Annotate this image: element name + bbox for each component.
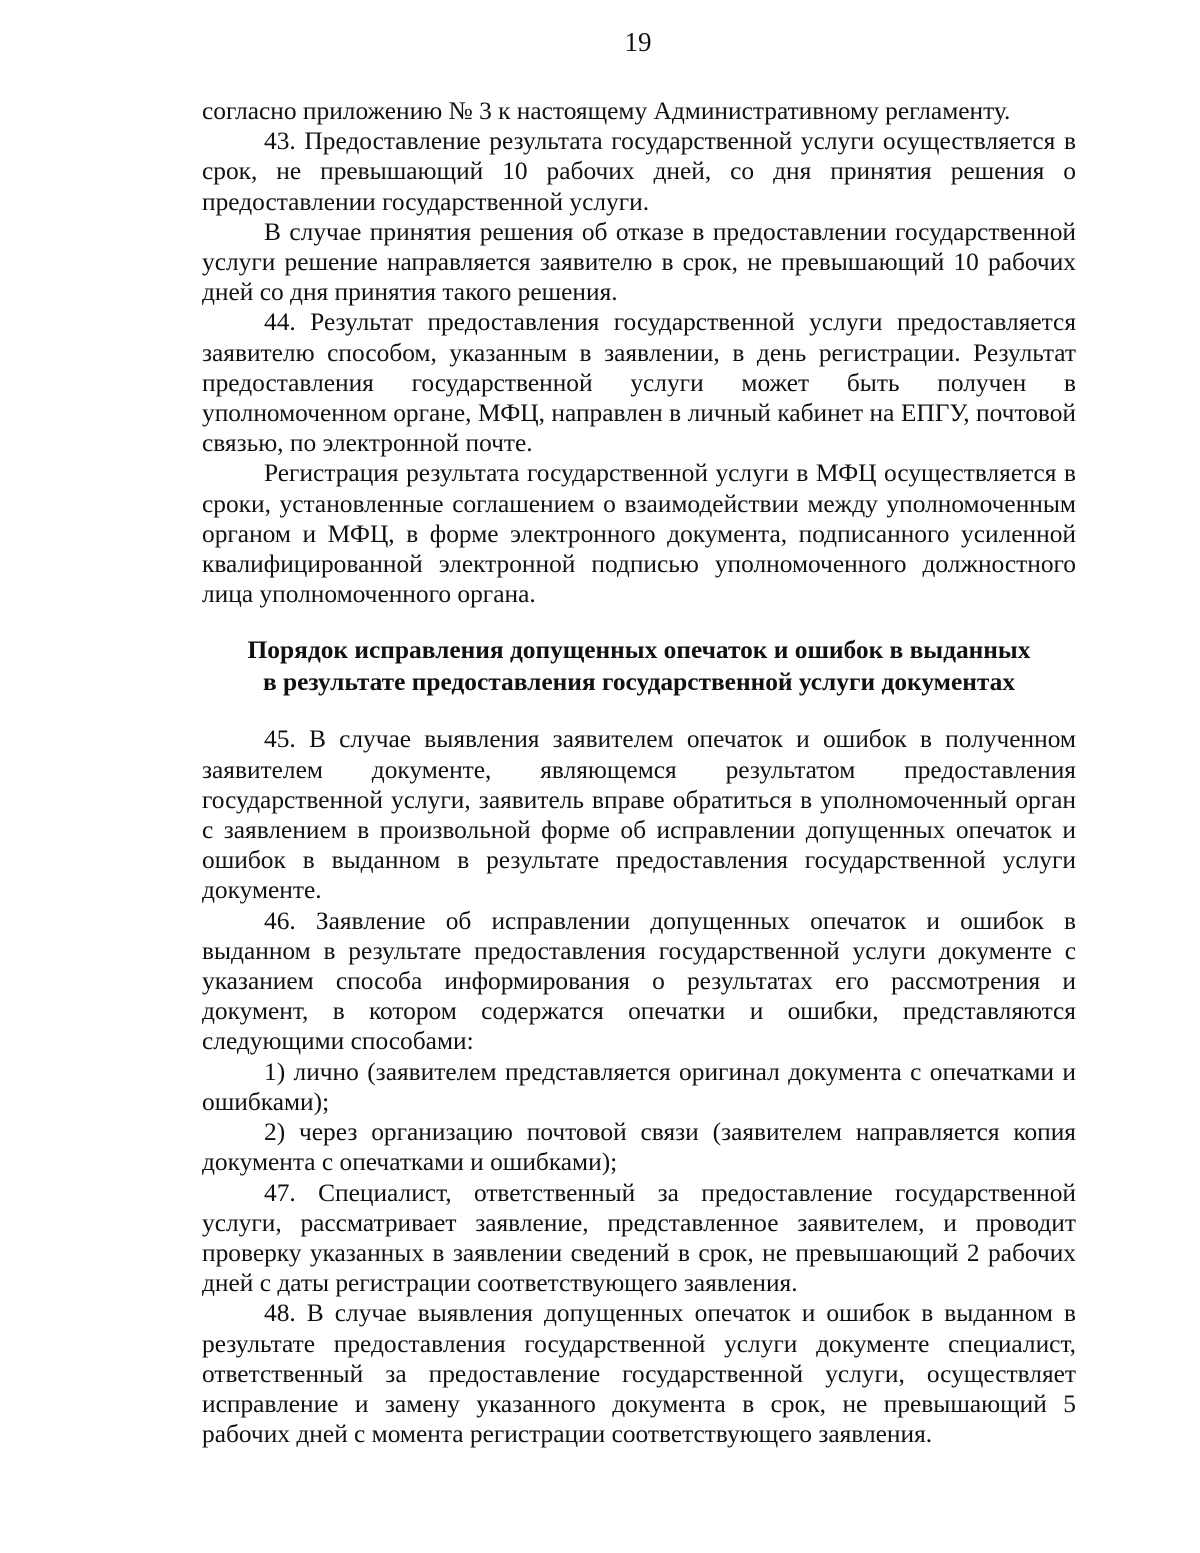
list-item-1: 1) лично (заявителем представляется оригинал документа с опечатками и ошибками); <box>202 1057 1076 1116</box>
paragraph-43-refusal: В случае принятия решения об отказе в предоставлении государственной услуги решение направляется заявителю в срок, не превышающий 10 рабочих дней со дня принятия такого решения. <box>202 217 1076 307</box>
paragraph-45: 45. В случае выявления заявителем опечаток и ошибок в полученном заявителем документе, являющемся результатом предоставления государственной услуги, заявитель вправе обратиться в уполномоченный орган с заявлением в произвольной форме об исправлении допущенных опечаток и ошибок в выданном в результате предоставления государственной услуги документе. <box>202 725 1076 905</box>
paragraph-46: 46. Заявление об исправлении допущенных опечаток и ошибок в выданном в результате предоставления государственной услуги документе с указанием способа информирования о результатах его рассмотрения и документ, в котором содержатся опечатки и ошибки, представляются следующими способами: <box>202 906 1076 1056</box>
paragraph-43: 43. Предоставление результата государственной услуги осуществляется в срок, не превышающий 10 рабочих дней, со дня принятия решения о предоставлении государственной услуги. <box>202 127 1076 216</box>
section-heading-line-1: Порядок исправления допущенных опечаток и ошибок в выданных <box>247 636 1031 665</box>
paragraph-44-registration: Регистрация результата государственной услуги в МФЦ осуществляется в сроки, установленные соглашением о взаимодействии между уполномоченным органом и МФЦ, в форме электронного документа, подписанного усиленной квалифицированной электронной подписью уполномоченного должностного лица уполномоченного органа. <box>202 459 1076 609</box>
section-heading <box>202 634 1076 698</box>
paragraph-44: 44. Результат предоставления государственной услуги предоставляется заявителю способом, указанным в заявлении, в день регистрации. Результат предоставления государственной услуги может быть получен в уполномоченном органе, МФЦ, направлен в личный кабинет на ЕПГУ, почтовой связью, по электронной почте. <box>202 308 1076 458</box>
section-heading-line-2: в результате предоставления государственной услуги документах <box>262 668 1016 697</box>
list-item-2: 2) через организацию почтовой связи (заявителем направляется копия документа с опечатками и ошибками); <box>202 1118 1076 1177</box>
paragraph-48: 48. В случае выявления допущенных опечаток и ошибок в выданном в результате предоставления государственной услуги документе специалист, ответственный за предоставление государственной услуги, осуществляет исправление и замену указанного документа в срок, не превышающий 5 рабочих дней с момента регистрации соответствующего заявления. <box>202 1299 1076 1449</box>
paragraph-47: 47. Специалист, ответственный за предоставление государственной услуги, рассматривает заявление, представленное заявителем, и проводит проверку указанных в заявлении сведений в срок, не превышающий 2 рабочих дней с даты регистрации соответствующего заявления. <box>202 1178 1076 1298</box>
paragraph-continuation: согласно приложению № 3 к настоящему Административному регламенту. <box>202 97 1011 125</box>
document-body <box>202 96 1076 1449</box>
page-number: 19 <box>624 27 652 57</box>
